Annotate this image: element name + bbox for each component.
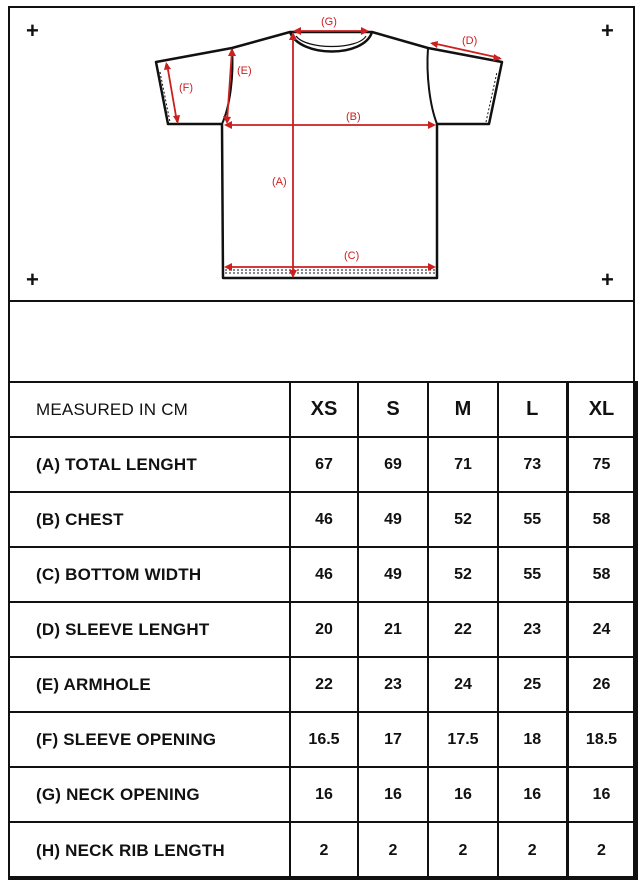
cell-value: 23 xyxy=(358,657,428,712)
table-row xyxy=(9,602,636,657)
row-label: (A) TOTAL LENGHT xyxy=(9,437,290,492)
table-row xyxy=(9,657,636,712)
cell-value: 16 xyxy=(428,767,498,822)
cell-value: 16 xyxy=(358,767,428,822)
cell-value: 25 xyxy=(498,657,567,712)
registration-mark-icon: + xyxy=(26,18,39,43)
size-table xyxy=(8,381,638,880)
tshirt-diagram xyxy=(8,6,635,302)
cell-value: 16 xyxy=(290,767,358,822)
label-g: (G) xyxy=(321,16,337,28)
row-label: (E) ARMHOLE xyxy=(9,657,290,712)
cell-value: 17.5 xyxy=(428,712,498,767)
size-header-s: S xyxy=(358,382,428,437)
cell-value: 75 xyxy=(567,437,636,492)
registration-mark-icon: + xyxy=(601,267,614,292)
cell-value: 52 xyxy=(428,547,498,602)
cell-value: 2 xyxy=(358,822,428,879)
cell-value: 46 xyxy=(290,492,358,547)
table-row xyxy=(9,822,636,879)
cell-value: 58 xyxy=(567,492,636,547)
label-e: (E) xyxy=(237,65,252,77)
cell-value: 22 xyxy=(290,657,358,712)
cell-value: 16 xyxy=(567,767,636,822)
cell-value: 20 xyxy=(290,602,358,657)
table-row xyxy=(9,547,636,602)
cell-value: 26 xyxy=(567,657,636,712)
size-header-xs: XS xyxy=(290,382,358,437)
cell-value: 23 xyxy=(498,602,567,657)
cell-value: 16 xyxy=(498,767,567,822)
cell-value: 24 xyxy=(567,602,636,657)
cell-value: 46 xyxy=(290,547,358,602)
table-row xyxy=(9,767,636,822)
registration-mark-icon: + xyxy=(601,18,614,43)
cell-value: 55 xyxy=(498,492,567,547)
row-label: (G) NECK OPENING xyxy=(9,767,290,822)
cell-value: 2 xyxy=(290,822,358,879)
cell-value: 58 xyxy=(567,547,636,602)
cell-value: 17 xyxy=(358,712,428,767)
cell-value: 21 xyxy=(358,602,428,657)
label-d: (D) xyxy=(462,35,478,47)
cell-value: 24 xyxy=(428,657,498,712)
row-label: (D) SLEEVE LENGHT xyxy=(9,602,290,657)
registration-mark-icon: + xyxy=(26,267,39,292)
cell-value: 2 xyxy=(428,822,498,879)
tshirt-diagram-panel xyxy=(8,6,635,302)
size-header-m: M xyxy=(428,382,498,437)
size-header-xl: XL xyxy=(567,382,636,437)
table-row xyxy=(9,712,636,767)
table-header-row xyxy=(9,382,636,437)
cell-value: 69 xyxy=(358,437,428,492)
table-row xyxy=(9,492,636,547)
unit-header: MEASURED IN CM xyxy=(9,382,290,437)
row-label: (F) SLEEVE OPENING xyxy=(9,712,290,767)
row-label: (B) CHEST xyxy=(9,492,290,547)
table-row xyxy=(9,437,636,492)
cell-value: 16.5 xyxy=(290,712,358,767)
cell-value: 73 xyxy=(498,437,567,492)
row-label: (C) BOTTOM WIDTH xyxy=(9,547,290,602)
label-b: (B) xyxy=(346,111,361,123)
size-header-l: L xyxy=(498,382,567,437)
row-label: (H) NECK RIB LENGTH xyxy=(9,822,290,879)
cell-value: 71 xyxy=(428,437,498,492)
cell-value: 2 xyxy=(567,822,636,879)
label-c: (C) xyxy=(344,250,360,262)
cell-value: 2 xyxy=(498,822,567,879)
spacer-panel xyxy=(8,302,635,382)
cell-value: 67 xyxy=(290,437,358,492)
tshirt-outline xyxy=(156,32,502,278)
label-f: (F) xyxy=(179,82,194,94)
label-a: (A) xyxy=(272,176,287,188)
cell-value: 52 xyxy=(428,492,498,547)
cell-value: 49 xyxy=(358,492,428,547)
cell-value: 49 xyxy=(358,547,428,602)
cell-value: 22 xyxy=(428,602,498,657)
cell-value: 18.5 xyxy=(567,712,636,767)
cell-value: 55 xyxy=(498,547,567,602)
cell-value: 18 xyxy=(498,712,567,767)
